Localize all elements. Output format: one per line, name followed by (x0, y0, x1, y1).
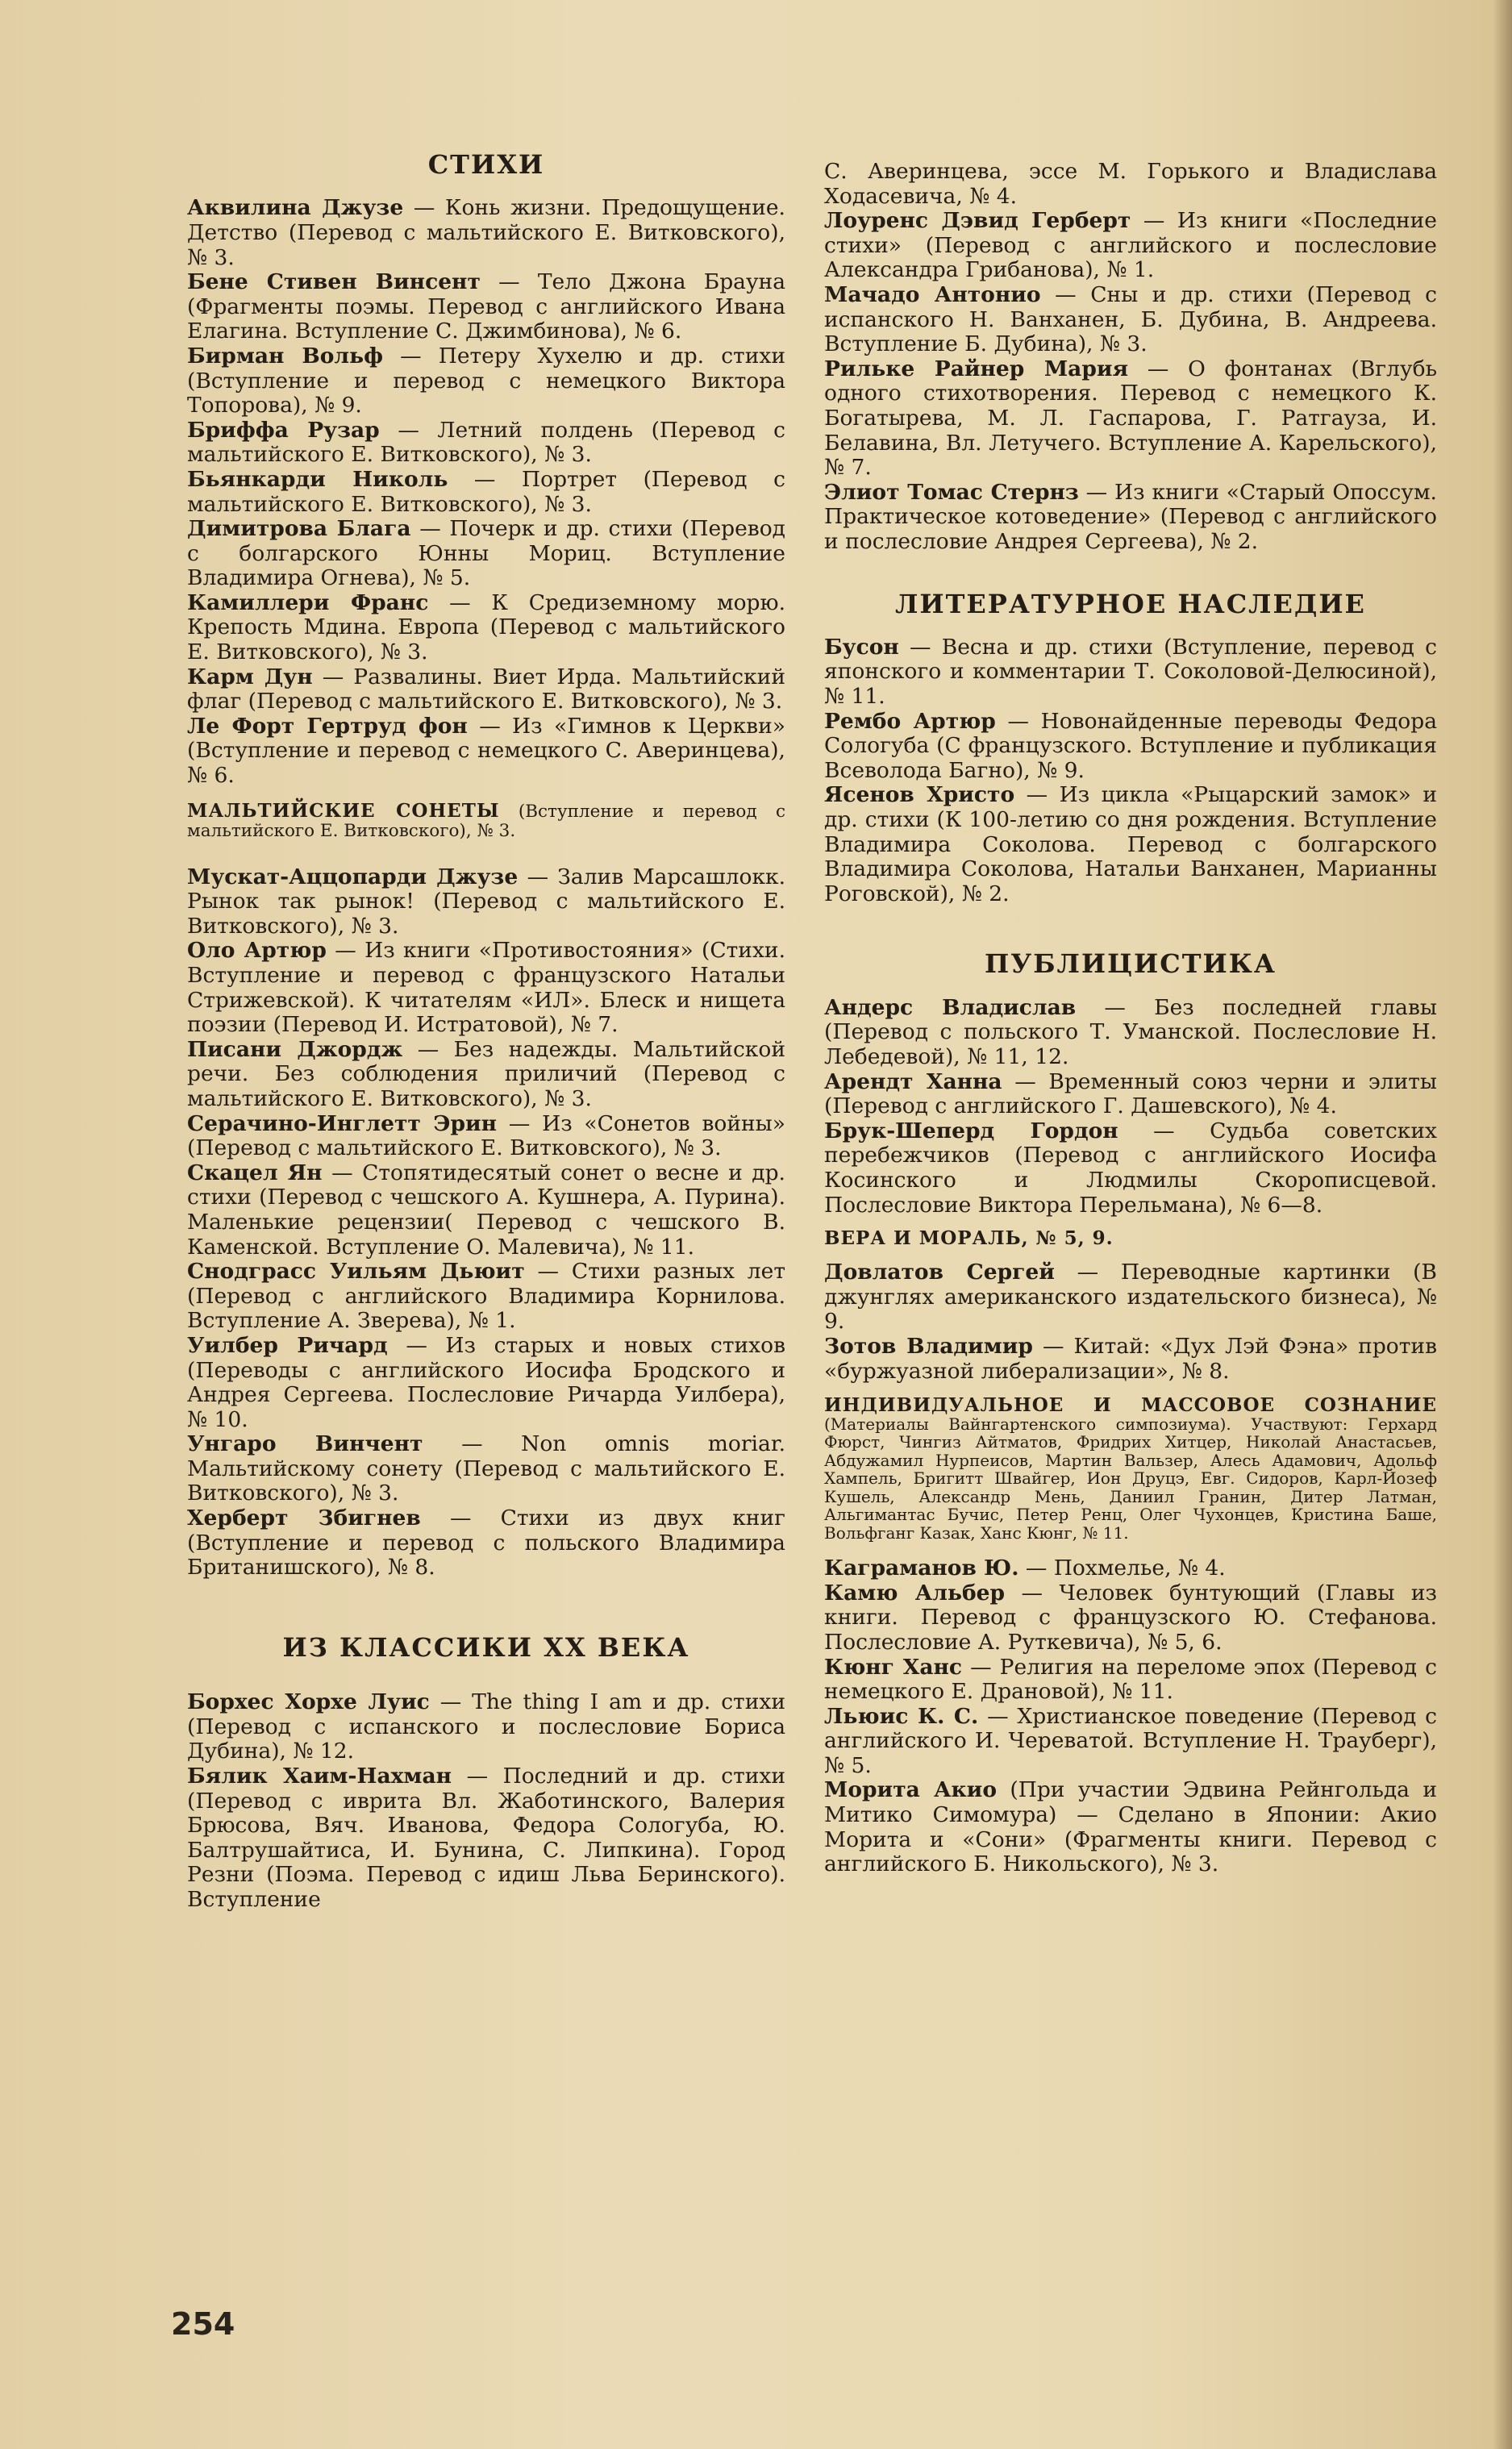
entry-author: Снодграсс Уильям Дьюит (187, 1259, 525, 1285)
page-edge-shadow (1493, 0, 1512, 2449)
index-note-sonnets (187, 799, 785, 841)
entry-author: Бриффа Рузар (187, 417, 380, 443)
section-gap (824, 906, 1437, 934)
index-entry (824, 1556, 1437, 1581)
index-entry (187, 344, 785, 419)
entry-text: — Из книги «Старый Опоссум. Практическое котоведение» (Перевод с английского и послесловие Андрея Сергеева), № 2. (824, 479, 1437, 554)
index-entry (824, 1070, 1437, 1119)
continuation-text: С. Аверинцева, эссе М. Горького и Владислава Ходасевича, № 4. (824, 159, 1437, 209)
index-entry (187, 665, 785, 714)
index-entry (824, 783, 1437, 906)
entry-author: Кюнг Ханс (824, 1654, 963, 1680)
index-entry (187, 468, 785, 517)
entry-author: Писани Джордж (187, 1036, 403, 1062)
entry-author: Димитрова Блага (187, 516, 411, 542)
index-entry (824, 996, 1437, 1070)
entry-author: Скацел Ян (187, 1160, 323, 1185)
index-entry (187, 1260, 785, 1334)
section-heading-literary-heritage: ЛИТЕРАТУРНОЕ НАСЛЕДИЕ (895, 588, 1366, 619)
entry-author: Борхес Хорхе Луис (187, 1689, 430, 1715)
index-entry (187, 714, 785, 789)
entry-text: — The thing I am и др. стихи (Перевод с испанского и послесловие Бориса Дубина), № 12. (187, 1689, 785, 1764)
index-entry (187, 517, 785, 591)
index-entry (824, 1656, 1437, 1705)
section-heading-publicistics: ПУБЛИЦИСТИКА (985, 948, 1277, 980)
index-entry (187, 939, 785, 1037)
note-text: , № 5, 9. (1021, 1227, 1114, 1250)
entry-author: Каграманов Ю. (824, 1556, 1019, 1581)
index-entry (187, 270, 785, 344)
entry-text: — Из «Сонетов войны» (Перевод с мальтийского Е. Витковского), № 3. (187, 1110, 785, 1161)
entry-text: — Переводные картинки (В джунглях американского издательского бизнеса), № 9. (824, 1260, 1437, 1335)
entry-text: — Петеру Хухелю и др. стихи (Вступление и перевод с немецкого Виктора Топорова), № 9. (187, 343, 785, 419)
index-entry (187, 1161, 785, 1260)
entry-author: Унгаро Винчент (187, 1431, 423, 1457)
index-note-faith (824, 1229, 1437, 1249)
entry-text: — Временный союз черни и элиты (Перевод с английского Г. Дашевского), № 4. (824, 1068, 1437, 1119)
entry-text: — Стихи разных лет (Перевод с английского Владимира Корнилова. Вступление А. Зверева), № 1. (187, 1259, 785, 1334)
entry-author: Аквилина Джузе (187, 195, 404, 221)
section-heading-stikhi: СТИХИ (427, 149, 545, 180)
entry-author: Камю Альбер (824, 1580, 1006, 1606)
index-entry (187, 196, 785, 270)
page-number: 254 (171, 2306, 235, 2342)
entry-text: — Человек бунтующий (Главы из книги. Перевод с французского Ю. Стефанова. Послесловие А. Руткевича), № 5, 6. (824, 1580, 1437, 1655)
entry-text: — Похмелье, № 4. (1025, 1556, 1226, 1581)
index-entry (824, 1260, 1437, 1335)
entry-text: — Non omnis moriar. Мальтийскому сонету (Перевод с мальтийского Е. Витковского), № 3. (187, 1431, 785, 1506)
entry-text: — Новонайденные переводы Федора Сологуба (С французского. Вступление и публикация Всеволода Багно), № 9. (824, 708, 1437, 783)
note-text: (Вступление и перевод с мальтийского Е. Витковского), № 3. (187, 801, 785, 841)
index-entry (187, 1038, 785, 1112)
entry-author: Лоуренс Дэвид Герберт (824, 208, 1131, 234)
note-title: МАЛЬТИЙСКИЕ СОНЕТЫ (187, 799, 500, 822)
index-entry (824, 635, 1437, 710)
index-entry (187, 1690, 785, 1764)
right-column (824, 160, 1437, 1877)
note-title: ИНДИВИДУАЛЬНОЕ И МАССОВОЕ СОЗНАНИЕ (824, 1394, 1437, 1417)
entry-text: — Из «Гимнов к Церкви» (Вступление и перевод с немецкого С. Аверинцева), № 6. (187, 713, 785, 789)
entry-text: — Портрет (Перевод с мальтийского Е. Витковского), № 3. (187, 466, 785, 517)
entry-author: Херберт Збигнев (187, 1506, 421, 1531)
index-entry (187, 865, 785, 939)
index-entry (187, 1764, 785, 1913)
index-entry (187, 1112, 785, 1161)
entry-text: — Конь жизни. Предощущение. Детство (Перевод с мальтийского Е. Витковского), № 3. (187, 195, 785, 270)
entry-text: — Без надежды. Мальтийской речи. Без соблюдения приличий (Перевод с мальтийского Е. Витковского), № 3. (187, 1036, 785, 1111)
entry-author: Ясенов Христо (824, 782, 1015, 808)
entry-text: (При участии Эдвина Рейнгольда и Митико Симомура) — Сделано в Японии: Акио Морита и «Сони» (Фрагменты книги. Перевод с английского Б. Никольского), № 3. (824, 1777, 1438, 1877)
index-entry (187, 419, 785, 468)
entry-author: Ле Форт Гертруд фон (187, 713, 468, 739)
entry-text: — Китай: «Дух Лэй Фэна» против «буржуазной либерализации», № 8. (824, 1333, 1438, 1384)
entry-text: — К Средиземному морю. Крепость Мдина. Европа (Перевод с мальтийского Е. Витковского), № 3. (187, 589, 785, 665)
index-entry (824, 357, 1437, 481)
entry-author: Зотов Владимир (824, 1333, 1033, 1359)
section-gap (187, 1581, 785, 1618)
index-entry (824, 1581, 1437, 1656)
index-entry (824, 209, 1437, 283)
entry-author: Оло Артюр (187, 938, 327, 964)
entry-author: Рембо Артюр (824, 708, 996, 734)
entry-author: Карм Дун (187, 664, 313, 689)
entry-text: — Без последней главы (Перевод с польского Т. Уманской. Послесловие Н. Лебедевой), № 11, 12. (824, 994, 1437, 1069)
index-entry (187, 1506, 785, 1581)
entry-text: — Последний и др. стихи (Перевод с иврита Вл. Жаботинского, Валерия Брюсова, Вяч. Иванова, Федора Сологуба, Ю. Балтрушайтиса, И. Бунина, С. Липкина). Город Резни (Поэма. Перевод с идиш Льва Беринского). Вступление (187, 1764, 785, 1912)
entry-author: Бирман Вольф (187, 343, 383, 369)
index-note-consciousness (824, 1394, 1437, 1543)
entry-text: — Из цикла «Рыцарский замок» и др. стихи (К 100-летию со дня рождения. Вступление Владимира Соколова. Перевод с болгарского Владимира Соколова, Натальи Ванханен, Марианны Роговской), № 2. (824, 782, 1437, 906)
index-entry (824, 1335, 1437, 1384)
entry-author: Уилбер Ричард (187, 1332, 388, 1358)
section-heading-classics: ИЗ КЛАССИКИ XX ВЕКА (282, 1631, 690, 1663)
entry-text: — Из книги «Последние стихи» (Перевод с английского и послесловие Александра Грибанова), № 1. (824, 208, 1437, 283)
index-entry (824, 283, 1437, 357)
entry-text: — Развалины. Виет Ирда. Мальтийский флаг (Перевод с мальтийского Е. Витковского), № 3. (187, 664, 785, 714)
entry-author: Льюис К. С. (824, 1703, 979, 1729)
entry-text: — Из старых и новых стихов (Переводы с английского Иосифа Бродского и Андрея Сергеева. Послесловие Ричарда Уилбера), № 10. (187, 1332, 785, 1432)
entry-text: — О фонтанах (Вглубь одного стихотворения. Перевод с немецкого К. Богатырева, М. Л. Гаспарова, Г. Ратгауза, И. Белавина, Вл. Летучего. Вступление А. Карельского), № 7. (824, 356, 1437, 481)
entry-author: Морита Акио (824, 1777, 998, 1803)
entry-text: — Сны и др. стихи (Перевод с испанского Н. Ванханен, Б. Дубина, В. Андреева. Вступление Б. Дубина), № 3. (824, 281, 1437, 357)
entry-text: — Весна и др. стихи (Вступление, перевод с японского и комментарии Т. Соколовой-Делюсиной), № 11. (824, 634, 1437, 710)
index-entry (824, 1778, 1437, 1876)
left-column (187, 141, 785, 1913)
entry-text: — Стопятидесятый сонет о весне и др. стихи (Перевод с чешского А. Кушнера, А. Пурина). Маленькие рецензии( Перевод с чешского В. Каменской. Вступление О. Малевича), № 11. (187, 1160, 785, 1260)
index-entry (187, 1432, 785, 1506)
index-entry (187, 1334, 785, 1432)
note-title: ВЕРА И МОРАЛЬ (824, 1227, 1022, 1250)
entry-text: — Из книги «Противостояния» (Стихи. Вступление и перевод с французского Натальи Стрижевской). К читателям «ИЛ». Блеск и нищета поэзии (Перевод И. Истратовой), № 7. (187, 938, 785, 1038)
entry-text: — Судьба советских перебежчиков (Перевод с английского Иосифа Косинского и Людмилы Скорописцевой. Послесловие Виктора Перельмана), № 6—8. (824, 1118, 1437, 1218)
entry-author: Рильке Райнер Мария (824, 356, 1129, 381)
entry-text: — Христианское поведение (Перевод с английского И. Череватой. Вступление Н. Трауберг), № 5. (824, 1703, 1438, 1778)
entry-text: — Почерк и др. стихи (Перевод с болгарского Юнны Мориц. Вступление Владимира Огнева), № 5. (187, 516, 785, 591)
index-entry (824, 1119, 1437, 1218)
index-entry (824, 481, 1437, 555)
entry-author: Элиот Томас Стернз (824, 479, 1079, 505)
entry-author: Бялик Хаим-Нахман (187, 1764, 452, 1789)
entry-text: — Тело Джона Брауна (Фрагменты поэмы. Перевод с английского Ивана Елагина. Вступление С. Джимбинова), № 6. (187, 269, 786, 344)
entry-author: Бьянкарди Николь (187, 466, 448, 492)
entry-author: Серачино-Инглетт Эрин (187, 1110, 498, 1136)
entry-author: Арендт Ханна (824, 1068, 1002, 1094)
index-entry (187, 591, 785, 665)
entry-author: Брук-Шеперд Гордон (824, 1118, 1118, 1143)
entry-author: Камиллери Франс (187, 589, 429, 615)
entry-author: Мачадо Антонио (824, 281, 1041, 307)
entry-text: — Залив Марсашлокк. Рынок так рынок! (Перевод с мальтийского Е. Витковского), № 3. (187, 864, 785, 939)
entry-text: — Религия на переломе эпох (Перевод с немецкого Е. Драновой), № 11. (824, 1654, 1437, 1705)
heading-gap (187, 1679, 785, 1690)
entry-author: Бене Стивен Винсент (187, 269, 481, 295)
entry-author: Мускат-Аццопарди Джузе (187, 864, 519, 889)
note-text: (Материалы Вайнгартенского симпозиума). Участвуют: Герхард Фюрст, Чингиз Айтматов, Фридрих Хитцер, Николай Анастасьев, Абдужамил Нурпеисов, Мартин Вальзер, Алесь Адамович, Адольф Хампель, Бригитт Швайгер, Ион Друцэ, Евг. Сидоров, Карл-Йозеф Кушель, Александр Мень, Даниил Гранин, Дитер Латман, Альгимантас Бучис, Петер Ренц, Олег Чухонцев, Кристина Баше, Вольфганг Казак, Ханс Кюнг, № 11. (824, 1414, 1437, 1543)
index-entry (824, 1705, 1437, 1779)
entry-text: — Летний полдень (Перевод с мальтийского Е. Витковского), № 3. (187, 417, 785, 468)
entry-author: Андерс Владислав (824, 994, 1077, 1020)
index-entry (824, 710, 1437, 784)
section-gap (824, 555, 1437, 574)
entry-author: Довлатов Сергей (824, 1260, 1055, 1285)
entry-text: — Стихи из двух книг (Вступление и перевод с польского Владимира Британишского), № 8. (187, 1506, 785, 1581)
entry-author: Бусон (824, 634, 899, 660)
